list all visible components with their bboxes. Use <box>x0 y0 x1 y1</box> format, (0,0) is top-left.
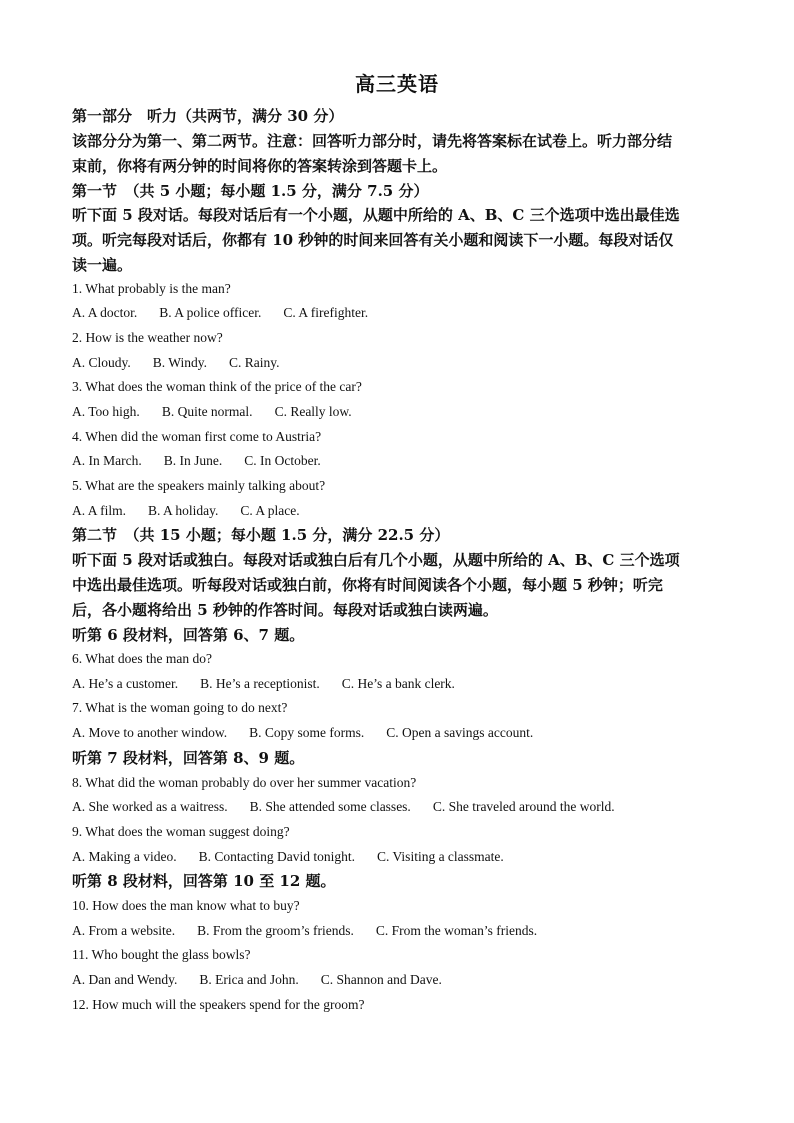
option-b: B. Windy. <box>152 355 207 370</box>
material-8-heading: 听第 8 段材料，回答第 10 至 12 题。 <box>72 872 336 890</box>
question-text: 4. When did the woman first come to Austria? <box>72 429 322 444</box>
option-c: C. In October. <box>244 453 321 468</box>
option-a: A. Making a video. <box>72 849 177 864</box>
question-text: 11. Who bought the glass bowls? <box>72 947 251 962</box>
option-b: B. In June. <box>163 453 223 468</box>
option-b: B. A police officer. <box>159 305 262 320</box>
question-options <box>72 452 722 470</box>
option-a: A. A doctor. <box>72 305 138 320</box>
section2-instr-line2: 中选出最佳选项。听每段对话或独白前，你将有时间阅读各个小题，每小题 5 秒钟；听完 <box>72 576 663 594</box>
part1-intro-line1: 该部分分为第一、第二两节。注意：回答听力部分时，请先将答案标在试卷上。听力部分结 <box>72 132 673 150</box>
page-title: 高三英语 <box>355 72 439 96</box>
question-options <box>72 502 722 520</box>
option-a: A. From a website. <box>72 923 176 938</box>
option-a: A. Cloudy. <box>72 355 131 370</box>
material-7-heading: 听第 7 段材料，回答第 8、9 题。 <box>72 749 305 767</box>
section1-heading: 第一节 （共 5 小题；每小题 1.5 分，满分 7.5 分） <box>72 182 429 200</box>
option-b: B. She attended some classes. <box>249 799 411 814</box>
option-b: B. Copy some forms. <box>249 725 365 740</box>
question-options <box>72 304 722 322</box>
option-a: A. In March. <box>72 453 142 468</box>
question-options <box>72 354 722 372</box>
question-text: 2. How is the weather now? <box>72 330 223 345</box>
option-b: B. Erica and John. <box>199 972 299 987</box>
option-a: A. A film. <box>72 503 127 518</box>
option-a: A. Too high. <box>72 404 140 419</box>
question-text: 3. What does the woman think of the price of the car? <box>72 379 362 394</box>
question-text: 8. What did the woman probably do over her summer vacation? <box>72 775 417 790</box>
option-b: B. Quite normal. <box>161 404 253 419</box>
option-c: C. A place. <box>240 503 300 518</box>
section2-instr-line3: 后，各小题将给出 5 秒钟的作答时间。每段对话或独白读两遍。 <box>72 601 498 619</box>
option-c: C. He’s a bank clerk. <box>341 676 455 691</box>
section1-instr-line2: 项。听完每段对话后，你都有 10 秒钟的时间来回答有关小题和阅读下一小题。每段对话仅 <box>72 231 674 249</box>
question-text: 9. What does the woman suggest doing? <box>72 824 290 839</box>
option-b: B. He’s a receptionist. <box>200 676 320 691</box>
question-text: 1. What probably is the man? <box>72 281 231 296</box>
option-c: C. Rainy. <box>228 355 280 370</box>
question-options <box>72 798 722 816</box>
option-b: B. A holiday. <box>148 503 219 518</box>
option-b: B. From the groom’s friends. <box>197 923 354 938</box>
question-options <box>72 971 722 989</box>
part1-heading: 第一部分 听力（共两节，满分 30 分） <box>72 107 344 125</box>
question-options <box>72 724 722 742</box>
question-text: 6. What does the man do? <box>72 651 212 666</box>
section2-heading: 第二节 （共 15 小题；每小题 1.5 分，满分 22.5 分） <box>72 526 450 544</box>
option-a: A. He’s a customer. <box>72 676 179 691</box>
question-options <box>72 403 722 421</box>
option-c: C. A firefighter. <box>283 305 369 320</box>
option-c: C. Visiting a classmate. <box>376 849 504 864</box>
option-a: A. She worked as a waitress. <box>72 799 228 814</box>
option-a: A. Move to another window. <box>72 725 228 740</box>
option-a: A. Dan and Wendy. <box>72 972 178 987</box>
option-c: C. She traveled around the world. <box>432 799 615 814</box>
material-6-heading: 听第 6 段材料，回答第 6、7 题。 <box>72 626 305 644</box>
question-text: 7. What is the woman going to do next? <box>72 700 288 715</box>
section1-instr-line3: 读一遍。 <box>72 256 133 274</box>
question-options <box>72 675 722 693</box>
section2-instr-line1: 听下面 5 段对话或独白。每段对话或独白后有几个小题，从题中所给的 A、B、C 三个选项 <box>72 551 680 569</box>
section1-instr-line1: 听下面 5 段对话。每段对话后有一个小题，从题中所给的 A、B、C 三个选项中选出最佳选 <box>72 206 680 224</box>
question-options <box>72 848 722 866</box>
question-text: 10. How does the man know what to buy? <box>72 898 300 913</box>
question-text: 12. How much will the speakers spend for the groom? <box>72 997 365 1012</box>
question-options <box>72 922 722 940</box>
option-c: C. Open a savings account. <box>386 725 534 740</box>
option-c: C. Shannon and Dave. <box>320 972 442 987</box>
part1-intro-line2: 束前，你将有两分钟的时间将你的答案转涂到答题卡上。 <box>72 157 448 175</box>
question-text: 5. What are the speakers mainly talking about? <box>72 478 326 493</box>
option-b: B. Contacting David tonight. <box>198 849 355 864</box>
option-c: C. From the woman’s friends. <box>375 923 538 938</box>
option-c: C. Really low. <box>274 404 352 419</box>
